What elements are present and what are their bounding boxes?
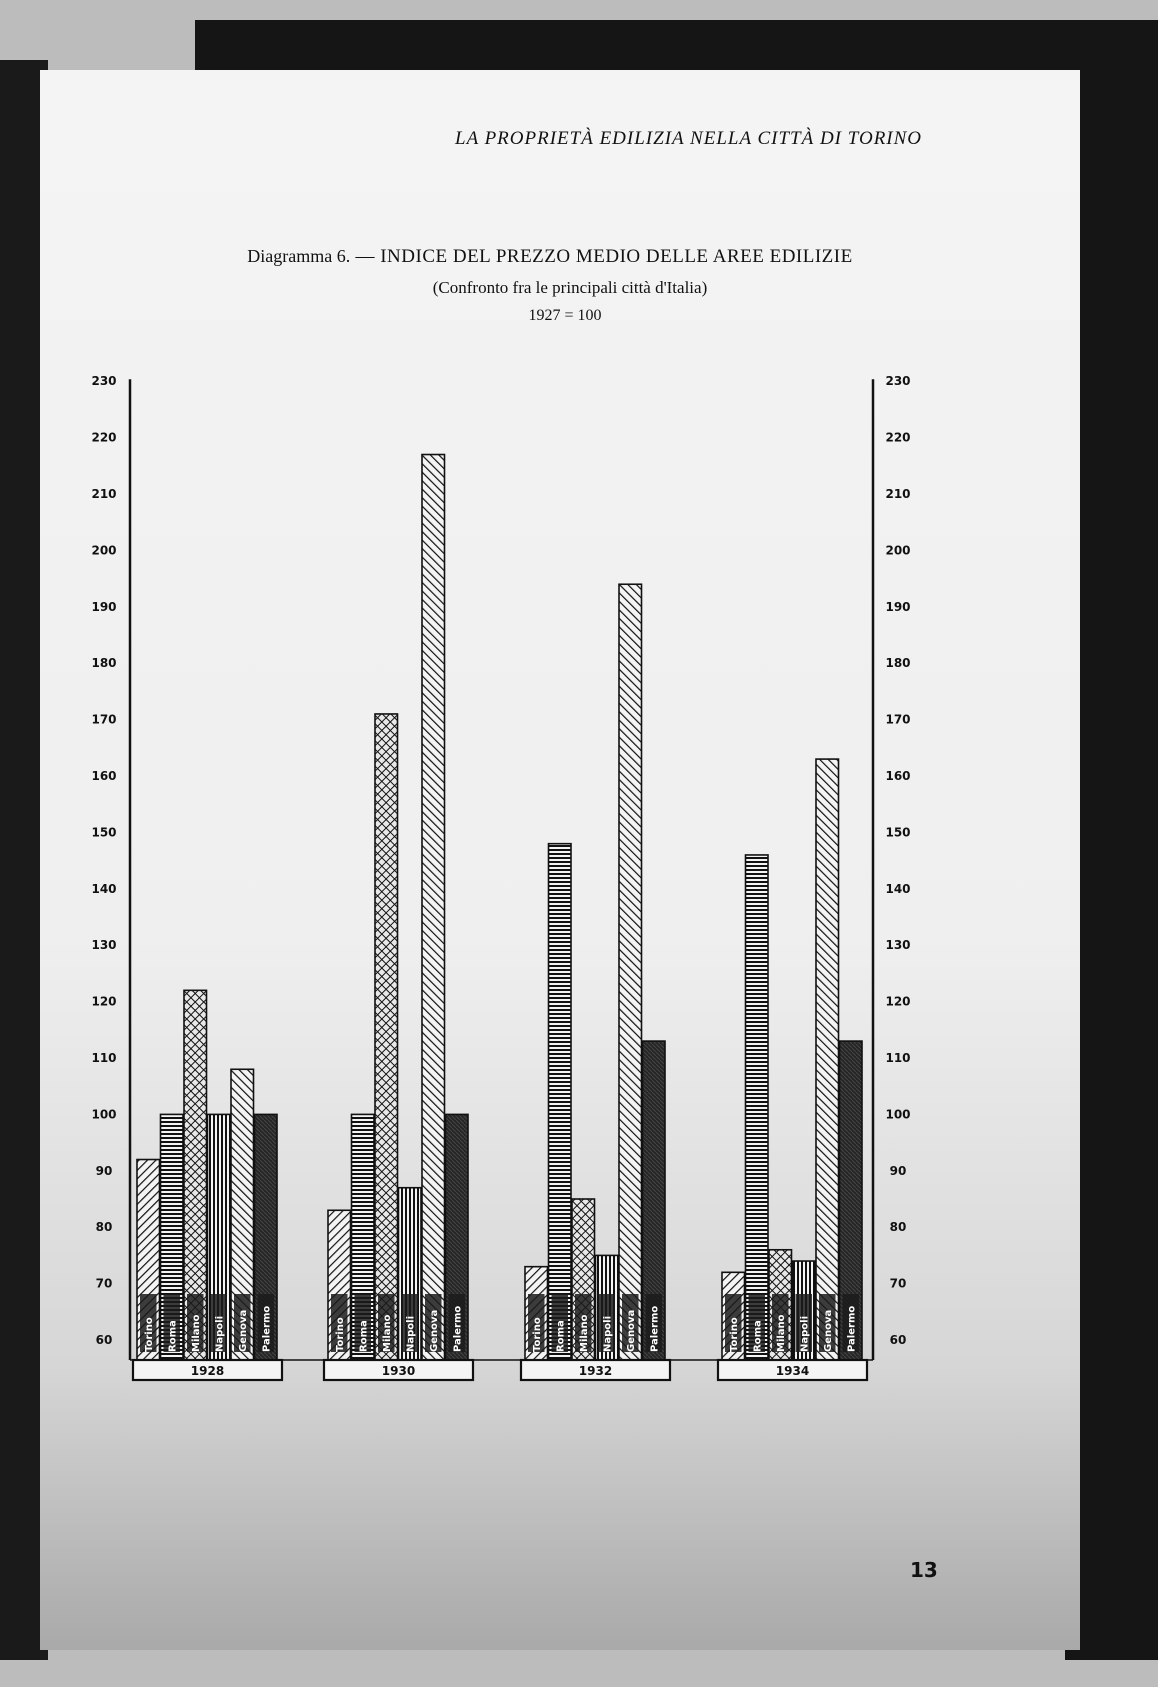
bar-1934-genova [816, 759, 839, 1360]
bar-1932-roma [549, 844, 572, 1360]
y-tick-label-right: 170 [885, 712, 911, 727]
y-tick-label-right: 120 [885, 994, 911, 1009]
bar-label-1932-napoli: Napoli [602, 1315, 614, 1352]
caption-dash: — [355, 246, 375, 267]
diagram-subtitle: (Confronto fra le principali città d'Italia) [432, 278, 708, 297]
bar-label-1934-genova: Genova [822, 1309, 834, 1352]
y-tick-label-left: 230 [91, 374, 117, 389]
y-tick-label-right: 140 [885, 881, 911, 896]
y-tick-label-left: 130 [91, 938, 117, 953]
bar-label-1932-milano: Milano [578, 1314, 590, 1352]
y-tick-label-left: 140 [91, 881, 117, 896]
y-tick-label-left: 100 [91, 1107, 117, 1122]
y-tick-label-left: 80 [95, 1220, 113, 1235]
running-title: LA PROPRIETÀ EDILIZIA NELLA CITTÀ DI TORINO [455, 128, 923, 149]
y-tick-label-left: 110 [91, 1051, 117, 1065]
y-tick-label-right: 100 [885, 1107, 911, 1122]
year-label-1930: 1930 [381, 1364, 416, 1378]
bar-label-1928-palermo: Palermo [261, 1305, 273, 1352]
y-tick-label-left: 210 [91, 487, 117, 501]
bar-label-1934-roma: Roma [752, 1320, 764, 1352]
y-tick-label-left: 180 [91, 656, 117, 671]
y-tick-label-right: 80 [889, 1220, 907, 1235]
diagram-title: INDICE DEL PREZZO MEDIO DELLE AREE EDILIZIE [380, 246, 853, 267]
bar-label-1934-milano: Milano [775, 1314, 787, 1352]
bar-label-1928-napoli: Napoli [214, 1315, 226, 1352]
y-tick-label-left: 120 [91, 994, 117, 1009]
bar-label-1928-milano: Milano [190, 1314, 202, 1352]
y-tick-label-left: 220 [91, 430, 117, 445]
bar-label-1932-genova: Genova [625, 1309, 637, 1352]
y-tick-label-left: 160 [91, 769, 117, 783]
y-tick-label-right: 110 [885, 1051, 911, 1065]
bar-label-1932-torino: Torino [531, 1317, 543, 1352]
y-tick-label-left: 60 [95, 1333, 113, 1347]
y-tick-label-right: 230 [885, 374, 911, 389]
bar-1934-roma [746, 855, 769, 1360]
y-tick-label-right: 220 [885, 430, 911, 445]
bar-label-1930-milano: Milano [381, 1314, 393, 1352]
y-tick-label-right: 60 [889, 1333, 907, 1347]
bar-label-1930-napoli: Napoli [405, 1315, 417, 1352]
y-tick-label-right: 180 [885, 656, 911, 671]
y-tick-label-right: 210 [885, 487, 911, 501]
year-label-1934: 1934 [775, 1364, 810, 1378]
bar-label-1928-genova: Genova [237, 1309, 249, 1352]
diagram-base-note: 1927 = 100 [528, 307, 602, 324]
bar-label-1934-napoli: Napoli [799, 1315, 811, 1352]
bar-label-1932-palermo: Palermo [649, 1305, 661, 1352]
year-label-1928: 1928 [190, 1364, 225, 1378]
y-tick-label-right: 90 [889, 1163, 907, 1178]
bar-label-1930-palermo: Palermo [452, 1305, 464, 1352]
y-tick-label-right: 190 [885, 599, 911, 614]
y-tick-label-right: 160 [885, 769, 911, 783]
y-tick-label-left: 190 [91, 599, 117, 614]
year-label-1932: 1932 [578, 1364, 613, 1378]
bar-label-1930-torino: Torino [334, 1317, 346, 1352]
diagram-label: Diagramma 6. [247, 246, 351, 266]
y-tick-label-right: 130 [885, 938, 911, 953]
bar-label-1930-roma: Roma [358, 1320, 370, 1352]
y-tick-label-left: 150 [91, 825, 117, 840]
bar-label-1932-roma: Roma [555, 1320, 567, 1352]
bar-label-1934-palermo: Palermo [846, 1305, 858, 1352]
bar-1930-genova [422, 455, 445, 1360]
y-tick-label-left: 200 [91, 543, 117, 558]
bar-1930-milano [375, 714, 398, 1360]
y-tick-label-left: 70 [95, 1276, 113, 1291]
bar-label-1928-torino: Torino [143, 1317, 155, 1352]
bar-label-1934-torino: Torino [728, 1317, 740, 1352]
y-tick-label-right: 70 [889, 1276, 907, 1291]
y-tick-label-left: 170 [91, 712, 117, 727]
page-number: 13 [910, 1558, 938, 1582]
y-tick-label-left: 90 [95, 1163, 113, 1178]
bar-label-1930-genova: Genova [428, 1309, 440, 1352]
bar-label-1928-roma: Roma [167, 1320, 179, 1352]
y-tick-label-right: 150 [885, 825, 911, 840]
bar-1932-genova [619, 584, 642, 1360]
y-tick-label-right: 200 [885, 543, 911, 558]
